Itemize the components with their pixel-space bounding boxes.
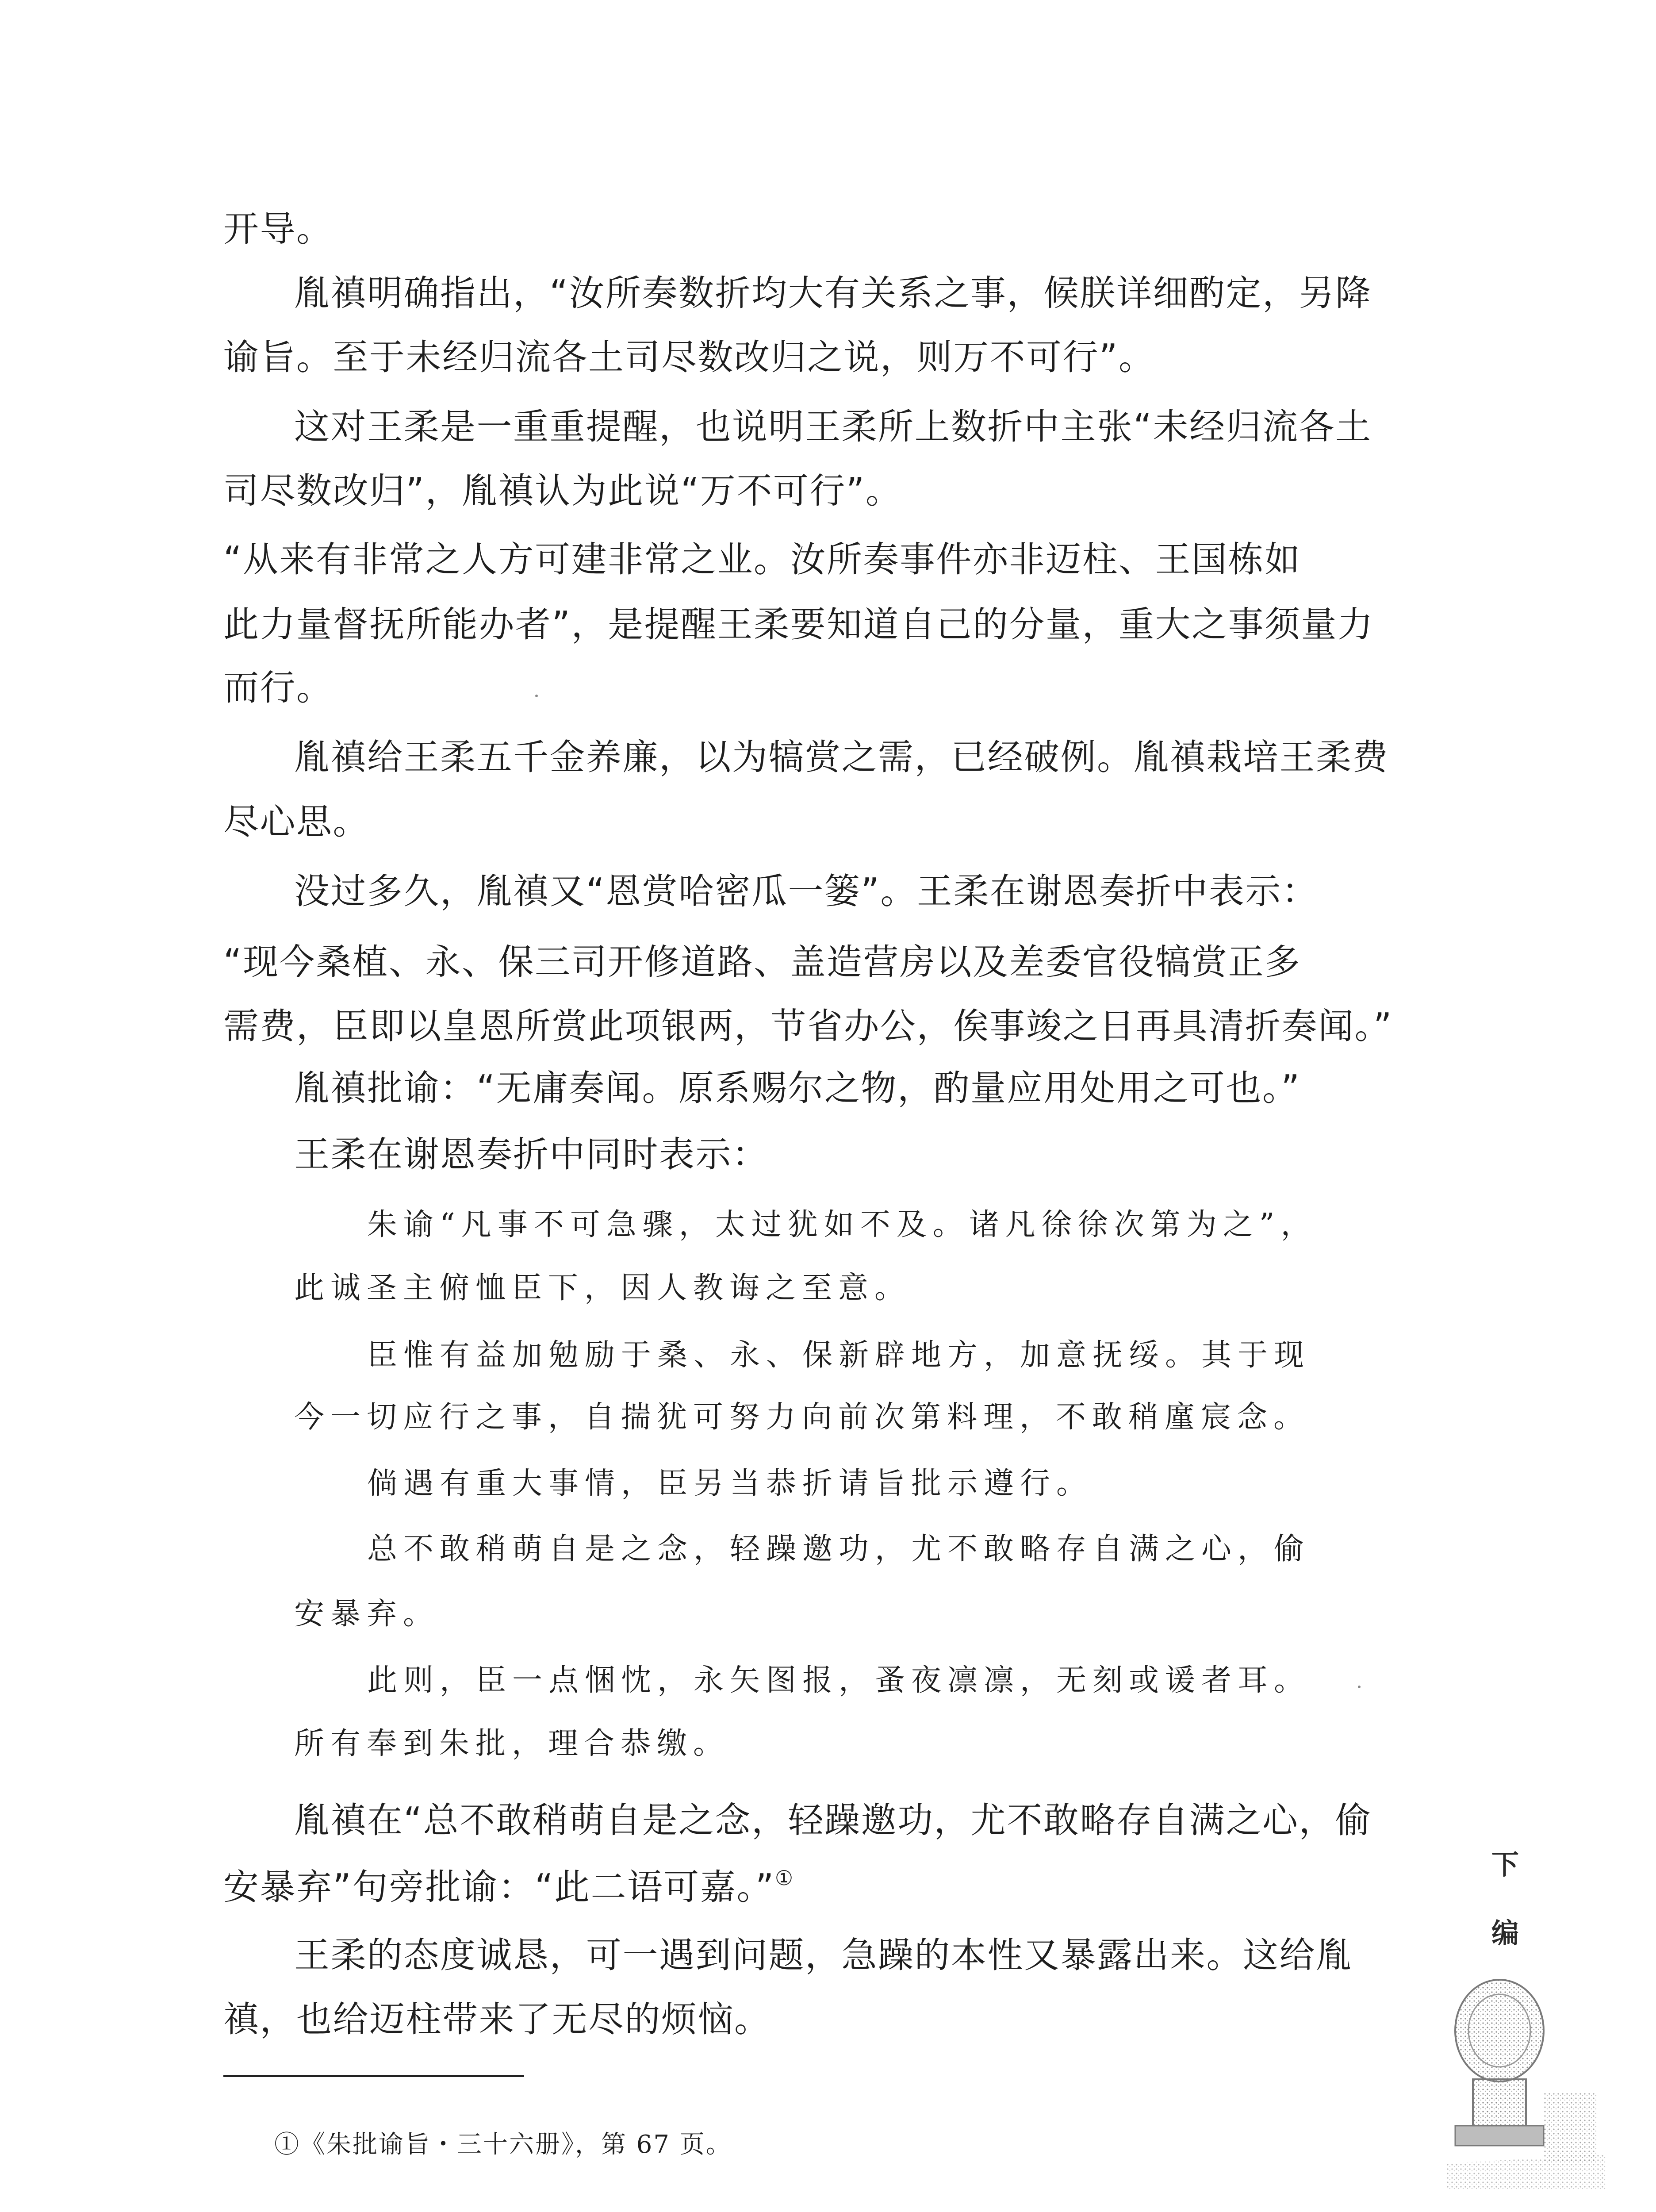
footnote-ref: ① [774,1866,794,1890]
body-line: 这对王柔是一重重提醒，也说明王柔所上数折中主张“未经归流各土 [294,406,1372,447]
body-line-text: 安暴弃”句旁批谕：“此二语可嘉。” [223,1866,775,1908]
section-label-char: 下 [1491,1848,1519,1881]
quote-line: 臣惟有益加勉励于桑、永、保新辟地方，加意抚绥。其于现 [367,1338,1311,1373]
quote-line: 总不敢稍萌自是之念，轻躁邀功，尤不敢略存自满之心，偷 [367,1532,1311,1567]
body-line: 胤禛在“总不敢稍萌自是之念，轻躁邀功，尤不敢略存自满之心，偷 [294,1800,1372,1841]
body-line: “从来有非常之人方可建非常之业。汝所奏事件亦非迈柱、王国栋如 [223,539,1301,580]
section-label-char: 编 [1491,1917,1519,1949]
quote-line: 今一切应行之事，自揣犹可努力向前次第料理，不敢稍廑宸念。 [294,1400,1310,1435]
scan-speck [535,695,538,697]
body-line [223,1866,794,1908]
footnote: ①《朱批谕旨・三十六册》，第 67 页。 [274,2130,732,2159]
quote-line: 此诚圣主俯恤臣下，因人教诲之至意。 [294,1271,911,1306]
body-line: 禛，也给迈柱带来了无尽的烦恼。 [223,1999,771,2040]
quote-line: 安暴弃。 [294,1597,440,1632]
body-line: 没过多久，胤禛又“恩赏哈密瓜一篓”。王柔在谢恩奏折中表示： [294,871,1319,912]
body-line: 胤禛给王柔五千金养廉，以为犒赏之需，已经破例。胤禛栽培王柔费 [294,737,1389,778]
quote-line: 倘遇有重大事情，臣另当恭折请旨批示遵行。 [367,1466,1093,1501]
quote-line: 朱谕“凡事不可急骤，太过犹如不及。诸凡徐徐次第为之”， [367,1207,1317,1242]
quote-line: 此则，臣一点悃忱，永矢图报，蚤夜凛凛，无刻或谖者耳。 [367,1663,1311,1698]
body-line: 需费，臣即以皇恩所赏此项银两，节省办公，俟事竣之日再具清折奏闻。” [223,1006,1393,1047]
body-line: 胤禛明确指出，“汝所奏数折均大有关系之事，候朕详细酌定，另降 [294,273,1372,314]
stele-ornament-icon [1446,1969,1606,2190]
body-line: 司尽数改归”，胤禛认为此说“万不可行”。 [223,470,902,511]
body-line: 胤禛批谕：“无庸奏闻。原系赐尔之物，酌量应用处用之可也。” [294,1068,1301,1109]
body-line: 而行。 [223,667,333,708]
body-line: “现今桑植、永、保三司开修道路、盖造营房以及差委官役犒赏正多 [223,941,1301,983]
body-line: 谕旨。至于未经归流各土司尽数改归之说，则万不可行”。 [223,337,1155,378]
quote-line: 所有奉到朱批，理合恭缴。 [294,1726,730,1761]
body-line: 尽心思。 [223,801,369,842]
footnote-rule [223,2075,524,2077]
body-line: 王柔在谢恩奏折中同时表示： [294,1134,769,1175]
body-line: 开导。 [223,208,333,250]
scan-speck [1358,1686,1361,1688]
body-line: 王柔的态度诚恳，可一遇到问题，急躁的本性又暴露出来。这给胤 [294,1935,1353,1976]
body-line: 此力量督抚所能办者”，是提醒王柔要知道自己的分量，重大之事须量力 [223,604,1374,645]
